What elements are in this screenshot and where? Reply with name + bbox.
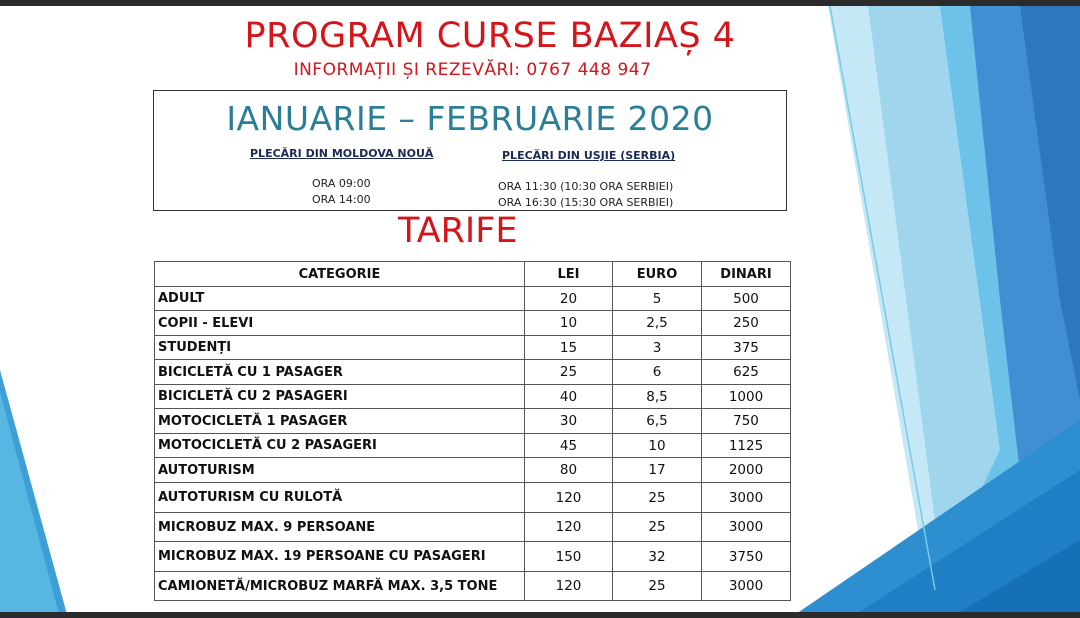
row-lei: 25 — [525, 360, 613, 385]
row-dinari: 3000 — [702, 572, 791, 601]
row-euro: 10 — [613, 434, 702, 458]
row-euro: 17 — [613, 458, 702, 483]
row-lei: 150 — [525, 542, 613, 572]
table-row — [155, 542, 791, 572]
table-row — [155, 483, 791, 513]
row-euro: 6 — [613, 360, 702, 385]
row-category: BICICLETĂ CU 1 PASAGER — [155, 360, 525, 385]
row-dinari: 3000 — [702, 513, 791, 542]
row-lei: 10 — [525, 311, 613, 336]
row-dinari: 3750 — [702, 542, 791, 572]
row-euro: 3 — [613, 336, 702, 360]
usjie-time-1: ORA 11:30 (10:30 ORA SERBIEI) — [498, 180, 674, 193]
table-row — [155, 287, 791, 311]
fares-table — [154, 261, 791, 601]
row-dinari: 2000 — [702, 458, 791, 483]
row-euro: 32 — [613, 542, 702, 572]
row-euro: 6,5 — [613, 409, 702, 434]
moldova-time-2: ORA 14:00 — [312, 193, 371, 206]
row-category: MOTOCICLETĂ CU 2 PASAGERI — [155, 434, 525, 458]
top-border-bar — [0, 0, 1080, 6]
row-category: STUDENȚI — [155, 336, 525, 360]
row-euro: 2,5 — [613, 311, 702, 336]
row-lei: 15 — [525, 336, 613, 360]
row-euro: 5 — [613, 287, 702, 311]
table-row — [155, 513, 791, 542]
row-category: AUTOTURISM CU RULOTĂ — [155, 483, 525, 513]
schedule-box — [153, 90, 787, 211]
row-dinari: 1000 — [702, 385, 791, 409]
table-row — [155, 458, 791, 483]
header-dinari: DINARI — [702, 262, 791, 287]
row-category: AUTOTURISM — [155, 458, 525, 483]
row-lei: 40 — [525, 385, 613, 409]
row-category: COPII - ELEVI — [155, 311, 525, 336]
header-lei: LEI — [525, 262, 613, 287]
row-dinari: 500 — [702, 287, 791, 311]
row-lei: 30 — [525, 409, 613, 434]
page-title: PROGRAM CURSE BAZIAȘ 4 — [244, 16, 736, 56]
row-euro: 25 — [613, 572, 702, 601]
row-category: BICICLETĂ CU 2 PASAGERI — [155, 385, 525, 409]
row-lei: 80 — [525, 458, 613, 483]
row-lei: 120 — [525, 483, 613, 513]
row-dinari: 375 — [702, 336, 791, 360]
moldova-time-1: ORA 09:00 — [312, 177, 371, 190]
row-dinari: 625 — [702, 360, 791, 385]
table-row — [155, 311, 791, 336]
row-category: MOTOCICLETĂ 1 PASAGER — [155, 409, 525, 434]
table-row — [155, 434, 791, 458]
fares-title: TARIFE — [398, 211, 518, 251]
row-lei: 120 — [525, 513, 613, 542]
header-euro: EURO — [613, 262, 702, 287]
table-row — [155, 572, 791, 601]
row-dinari: 3000 — [702, 483, 791, 513]
bottom-border-bar — [0, 612, 1080, 618]
row-dinari: 250 — [702, 311, 791, 336]
row-euro: 25 — [613, 513, 702, 542]
fares-header-row — [155, 262, 791, 287]
header-category: CATEGORIE — [155, 262, 525, 287]
row-category: MICROBUZ MAX. 9 PERSOANE — [155, 513, 525, 542]
table-row — [155, 385, 791, 409]
row-lei: 45 — [525, 434, 613, 458]
departures-usjie-heading: PLECĂRI DIN USJIE (SERBIA) — [502, 149, 676, 162]
contact-info: INFORMAȚII ȘI REZEVĂRI: 0767 448 947 — [293, 60, 652, 80]
row-lei: 120 — [525, 572, 613, 601]
table-row — [155, 360, 791, 385]
schedule-period: IANUARIE – FEBRUARIE 2020 — [226, 99, 714, 138]
row-dinari: 750 — [702, 409, 791, 434]
table-row — [155, 409, 791, 434]
row-category: ADULT — [155, 287, 525, 311]
row-euro: 8,5 — [613, 385, 702, 409]
row-lei: 20 — [525, 287, 613, 311]
row-dinari: 1125 — [702, 434, 791, 458]
departures-moldova-heading: PLECĂRI DIN MOLDOVA NOUĂ — [250, 147, 434, 160]
row-euro: 25 — [613, 483, 702, 513]
row-category: MICROBUZ MAX. 19 PERSOANE CU PASAGERI — [155, 542, 525, 572]
row-category: CAMIONETĂ/MICROBUZ MARFĂ MAX. 3,5 TONE — [155, 572, 525, 601]
table-row — [155, 336, 791, 360]
usjie-time-2: ORA 16:30 (15:30 ORA SERBIEI) — [498, 196, 674, 209]
